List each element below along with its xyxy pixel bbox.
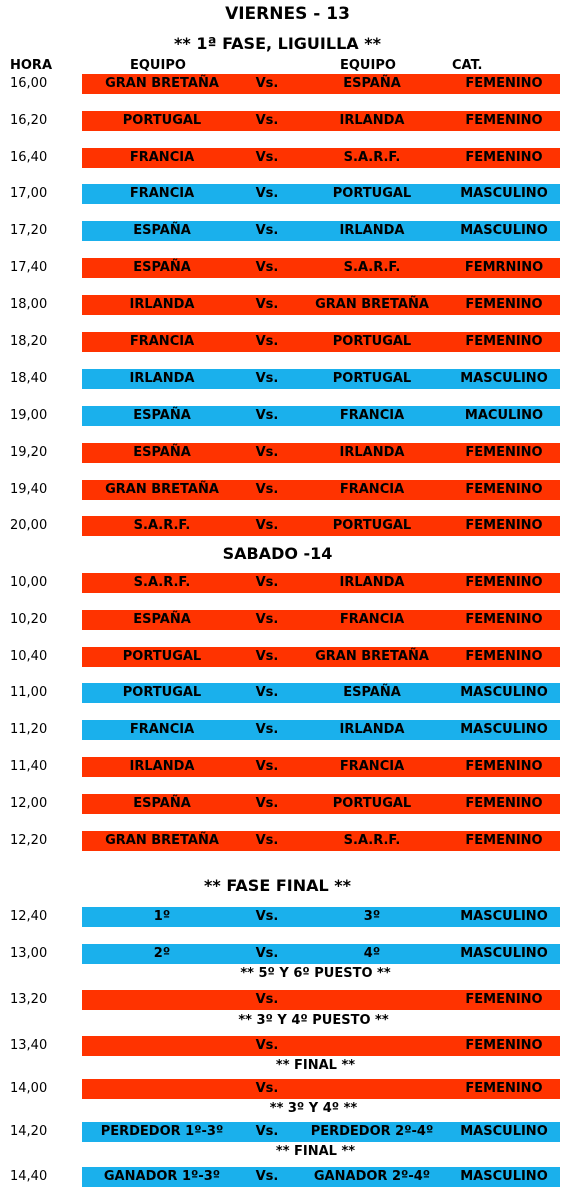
team-2: PERDEDOR 2º-4º — [310, 1124, 434, 1139]
match-time: 12,00 — [10, 796, 48, 811]
match-time: 17,20 — [10, 223, 48, 238]
versus-label: Vs. — [255, 1038, 279, 1053]
category-label: MACULINO — [464, 408, 544, 423]
match-row — [0, 990, 575, 1010]
team-1: 2º — [153, 946, 171, 961]
team-2: IRLANDA — [339, 445, 405, 460]
team-1: IRLANDA — [129, 297, 195, 312]
category-label: MASCULINO — [460, 909, 548, 924]
versus-label: Vs. — [255, 1169, 279, 1184]
category-label: MASCULINO — [460, 685, 548, 700]
team-1: ESPAÑA — [133, 796, 191, 811]
versus-label: Vs. — [255, 575, 279, 590]
team-2: PORTUGAL — [332, 334, 412, 349]
category-label: FEMENINO — [465, 1081, 543, 1096]
match-time: 13,40 — [10, 1038, 48, 1053]
team-1: S.A.R.F. — [133, 575, 191, 590]
match-row — [0, 647, 575, 667]
versus-label: Vs. — [255, 223, 279, 238]
team-2: ESPAÑA — [343, 76, 401, 91]
team-2: 3º — [363, 909, 381, 924]
match-row — [0, 184, 575, 204]
team-2: PORTUGAL — [332, 796, 412, 811]
match-time: 11,40 — [10, 759, 48, 774]
match-time: 14,20 — [10, 1124, 48, 1139]
category-label: MASCULINO — [460, 1124, 548, 1139]
match-row — [0, 480, 575, 500]
team-1: GANADOR 1º-3º — [103, 1169, 221, 1184]
match-time: 13,20 — [10, 992, 48, 1007]
team-1: GRAN BRETAÑA — [105, 833, 219, 848]
match-time: 10,00 — [10, 575, 48, 590]
team-1: PORTUGAL — [122, 113, 202, 128]
versus-label: Vs. — [255, 722, 279, 737]
team-2: PORTUGAL — [332, 371, 412, 386]
match-time: 18,40 — [10, 371, 48, 386]
col-header-equipo2: EQUIPO — [340, 58, 396, 73]
category-label: FEMENINO — [465, 297, 543, 312]
versus-label: Vs. — [255, 113, 279, 128]
match-row — [0, 1122, 575, 1142]
day1-title: VIERNES - 13 — [225, 4, 350, 24]
match-row — [0, 1167, 575, 1187]
versus-label: Vs. — [255, 371, 279, 386]
versus-label: Vs. — [255, 833, 279, 848]
team-1: GRAN BRETAÑA — [105, 76, 219, 91]
match-row — [0, 369, 575, 389]
category-label: FEMENINO — [465, 334, 543, 349]
team-2: FRANCIA — [339, 482, 405, 497]
match-time: 14,40 — [10, 1169, 48, 1184]
match-time: 12,40 — [10, 909, 48, 924]
match-time: 12,20 — [10, 833, 48, 848]
team-2: IRLANDA — [339, 223, 405, 238]
versus-label: Vs. — [255, 1124, 279, 1139]
category-label: FEMENINO — [465, 759, 543, 774]
match-row — [0, 295, 575, 315]
match-time: 19,40 — [10, 482, 48, 497]
versus-label: Vs. — [255, 260, 279, 275]
category-label: MASCULINO — [460, 186, 548, 201]
team-2: PORTUGAL — [332, 518, 412, 533]
subtitle-final-fem: ** FINAL ** — [275, 1058, 356, 1073]
category-label: FEMRNINO — [464, 260, 544, 275]
category-label: FEMENINO — [465, 482, 543, 497]
team-1: IRLANDA — [129, 759, 195, 774]
team-2: FRANCIA — [339, 408, 405, 423]
match-time: 16,40 — [10, 150, 48, 165]
match-time: 17,00 — [10, 186, 48, 201]
team-2: IRLANDA — [339, 722, 405, 737]
subtitle-3-4: ** 3º Y 4º PUESTO ** — [238, 1013, 389, 1028]
match-row — [0, 111, 575, 131]
col-header-equipo1: EQUIPO — [130, 58, 186, 73]
versus-label: Vs. — [255, 1081, 279, 1096]
match-time: 14,00 — [10, 1081, 48, 1096]
match-row — [0, 74, 575, 94]
versus-label: Vs. — [255, 334, 279, 349]
match-time: 16,20 — [10, 113, 48, 128]
subtitle-5-6: ** 5º Y 6º PUESTO ** — [240, 966, 391, 981]
match-row — [0, 148, 575, 168]
team-2: ESPAÑA — [343, 685, 401, 700]
category-label: FEMENINO — [465, 518, 543, 533]
col-header-cat: CAT. — [452, 58, 483, 73]
category-label: FEMENINO — [465, 445, 543, 460]
versus-label: Vs. — [255, 796, 279, 811]
match-time: 19,20 — [10, 445, 48, 460]
category-label: FEMENINO — [465, 76, 543, 91]
versus-label: Vs. — [255, 612, 279, 627]
subtitle-final-masc: ** FINAL ** — [275, 1144, 356, 1159]
category-label: MASCULINO — [460, 223, 548, 238]
team-1: ESPAÑA — [133, 408, 191, 423]
match-time: 11,00 — [10, 685, 48, 700]
col-header-hora: HORA — [10, 58, 53, 73]
category-label: FEMENINO — [465, 113, 543, 128]
team-2: GANADOR 2º-4º — [313, 1169, 431, 1184]
versus-label: Vs. — [255, 946, 279, 961]
category-label: MASCULINO — [460, 722, 548, 737]
versus-label: Vs. — [255, 482, 279, 497]
versus-label: Vs. — [255, 408, 279, 423]
match-row — [0, 406, 575, 426]
team-2: S.A.R.F. — [343, 833, 401, 848]
match-row — [0, 831, 575, 851]
match-row — [0, 610, 575, 630]
versus-label: Vs. — [255, 759, 279, 774]
team-2: S.A.R.F. — [343, 260, 401, 275]
match-row — [0, 258, 575, 278]
versus-label: Vs. — [255, 518, 279, 533]
team-1: ESPAÑA — [133, 445, 191, 460]
team-1: PERDEDOR 1º-3º — [100, 1124, 224, 1139]
match-row — [0, 221, 575, 241]
team-1: ESPAÑA — [133, 223, 191, 238]
match-row — [0, 516, 575, 536]
match-time: 17,40 — [10, 260, 48, 275]
category-label: FEMENINO — [465, 1038, 543, 1053]
subtitle-3-4-masc: ** 3º Y 4º ** — [269, 1101, 358, 1116]
match-row — [0, 757, 575, 777]
match-time: 16,00 — [10, 76, 48, 91]
versus-label: Vs. — [255, 76, 279, 91]
match-row — [0, 573, 575, 593]
category-label: FEMENINO — [465, 575, 543, 590]
match-time: 10,20 — [10, 612, 48, 627]
match-row — [0, 443, 575, 463]
category-label: FEMENINO — [465, 612, 543, 627]
team-1: FRANCIA — [129, 186, 195, 201]
versus-label: Vs. — [255, 649, 279, 664]
team-2: 4º — [363, 946, 381, 961]
versus-label: Vs. — [255, 992, 279, 1007]
team-2: GRAN BRETAÑA — [315, 297, 429, 312]
team-1: PORTUGAL — [122, 685, 202, 700]
team-1: FRANCIA — [129, 150, 195, 165]
category-label: FEMENINO — [465, 649, 543, 664]
phase1-title: ** 1ª FASE, LIGUILLA ** — [174, 34, 381, 53]
team-1: PORTUGAL — [122, 649, 202, 664]
category-label: MASCULINO — [460, 946, 548, 961]
match-row — [0, 1079, 575, 1099]
match-time: 18,00 — [10, 297, 48, 312]
match-row — [0, 944, 575, 964]
match-row — [0, 1036, 575, 1056]
team-1: IRLANDA — [129, 371, 195, 386]
category-label: MASCULINO — [460, 1169, 548, 1184]
team-1: FRANCIA — [129, 722, 195, 737]
match-row — [0, 683, 575, 703]
match-time: 19,00 — [10, 408, 48, 423]
team-1: ESPAÑA — [133, 612, 191, 627]
team-1: 1º — [153, 909, 171, 924]
category-label: FEMENINO — [465, 833, 543, 848]
versus-label: Vs. — [255, 685, 279, 700]
team-1: ESPAÑA — [133, 260, 191, 275]
category-label: FEMENINO — [465, 150, 543, 165]
category-label: MASCULINO — [460, 371, 548, 386]
team-1: GRAN BRETAÑA — [105, 482, 219, 497]
category-label: FEMENINO — [465, 992, 543, 1007]
match-row — [0, 720, 575, 740]
team-2: FRANCIA — [339, 759, 405, 774]
match-time: 20,00 — [10, 518, 48, 533]
phase2-title: ** FASE FINAL ** — [204, 876, 351, 895]
team-2: S.A.R.F. — [343, 150, 401, 165]
team-1: S.A.R.F. — [133, 518, 191, 533]
team-2: FRANCIA — [339, 612, 405, 627]
team-2: GRAN BRETAÑA — [315, 649, 429, 664]
match-time: 18,20 — [10, 334, 48, 349]
match-row — [0, 907, 575, 927]
day2-title: SABADO -14 — [222, 544, 333, 563]
match-row — [0, 794, 575, 814]
versus-label: Vs. — [255, 150, 279, 165]
team-2: IRLANDA — [339, 575, 405, 590]
team-2: IRLANDA — [339, 113, 405, 128]
match-time: 11,20 — [10, 722, 48, 737]
versus-label: Vs. — [255, 186, 279, 201]
team-2: PORTUGAL — [332, 186, 412, 201]
versus-label: Vs. — [255, 297, 279, 312]
category-label: FEMENINO — [465, 796, 543, 811]
team-1: FRANCIA — [129, 334, 195, 349]
versus-label: Vs. — [255, 445, 279, 460]
match-time: 10,40 — [10, 649, 48, 664]
match-time: 13,00 — [10, 946, 48, 961]
match-row — [0, 332, 575, 352]
versus-label: Vs. — [255, 909, 279, 924]
